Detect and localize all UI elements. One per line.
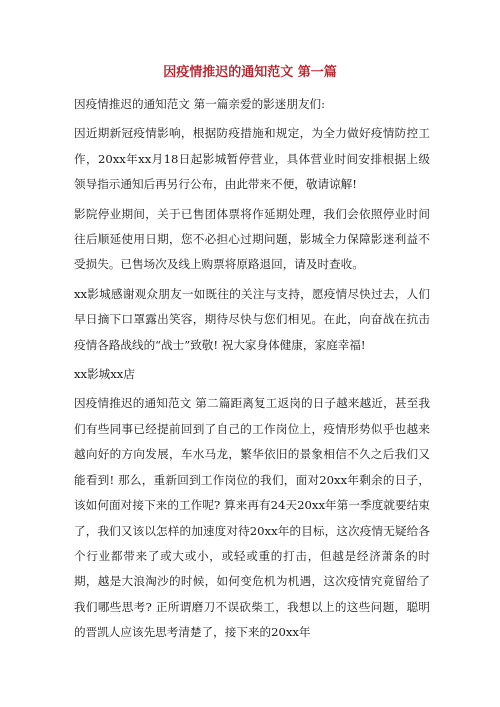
ticket-policy-paragraph: 影院停业期间，关于已售团体票将作延期处理，我们会依照停业时间往后顺延使用日期，您不必担心过期问题，影城全力保障影迷利益不受损失。已售场次及线上购票将原路退回，请及时查收。 xyxy=(74,206,430,272)
notice-paragraph: 因近期新冠疫情影响，根据防疫措施和规定，为全力做好疫情防控工作，20xx年xx月18日起影城暂停营业，具体营业时间安排根据上级领导指示通知后再另行公布，由此带来不便，敬请谅解! xyxy=(74,126,430,192)
second-article-paragraph: 因疫情推迟的通知范文 第二篇距离复工返岗的日子越来越近，甚至我们有些同事已经提前回到了自己的工作岗位上，疫情形势似乎也越来越向好的方向发展，车水马龙，繁华依旧的景象相信不久之后我们又能看到! 那么，重新回到工作岗位的我们，面对20xx年剩余的日子，该如何面对接下来的工作呢? 算来再有24天20xx年第一季度就要结束了，我们又该以怎样的加速度对待20xx年的目标，这次疫情无疑给各个行业都带来了或大或小，或轻或重的打击，但越是经济萧条的时期，越是大浪淘沙的时候，如何变危机为机遇，这次疫情究竟留给了我们哪些思考? 正所谓磨刀不误砍柴工，我想以上的这些问题，聪明的晋凯人应该先思考清楚了，接下来的20xx年 xyxy=(74,396,430,640)
greeting-paragraph: 因疫情推迟的通知范文 第一篇亲爱的影迷朋友们: xyxy=(74,97,326,111)
document-body xyxy=(74,92,430,650)
signature-paragraph: xx影城xx店 xyxy=(74,367,135,382)
thanks-paragraph: xx影城感谢观众朋友一如既往的关注与支持，愿疫情尽快过去，人们早日摘下口罩露出笑容，期待尽快与您们相见。在此，向奋战在抗击疫情各路战线的“战士”致敬! 祝大家身体健康，家庭幸福! xyxy=(74,286,430,352)
document-title: 因疫情推迟的通知范文 第一篇 xyxy=(163,65,337,80)
